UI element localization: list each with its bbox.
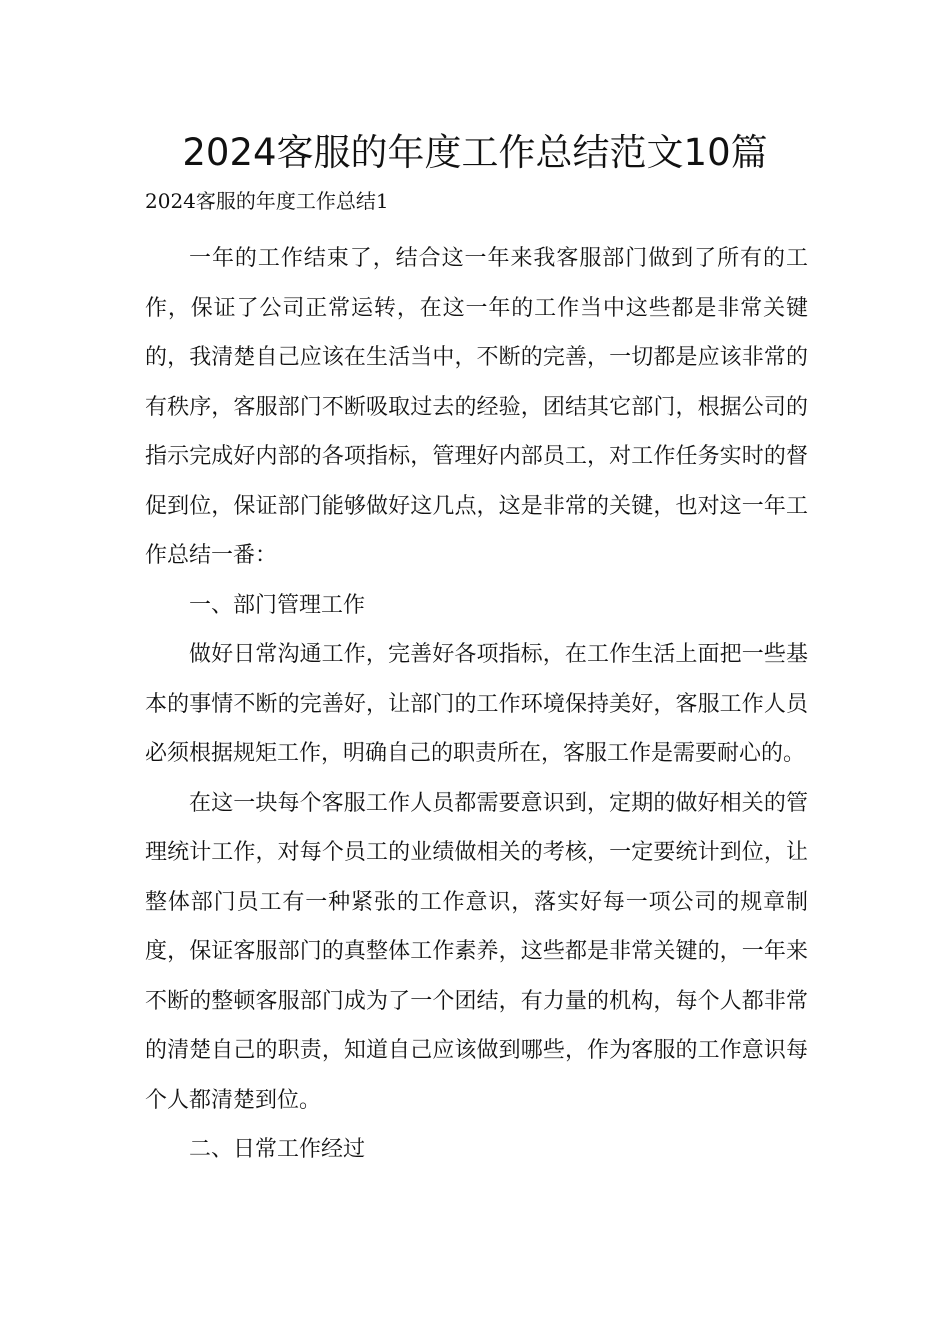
- section-heading-department-management: 一、部门管理工作: [189, 592, 366, 618]
- paragraph-intro: 一年的工作结束了，结合这一年来我客服部门做到了所有的工作，保证了公司正常运转，在这一年的工作当中这些都是非常关键的，我清楚自己应该在生活当中，不断的完善，一切都是应该非常的有秩序，客服部门不断吸取过去的经验，团结其它部门，根据公司的指示完成好内部的各项指标，管理好内部员工，对工作任务实时的督促到位，保证部门能够做好这几点，这是非常的关键，也对这一年工作总结一番：: [145, 246, 808, 568]
- document-subtitle: 2024客服的年度工作总结1: [145, 189, 389, 213]
- document-body: [145, 234, 808, 1175]
- paragraph-statistics: 在这一块每个客服工作人员都需要意识到，定期的做好相关的管理统计工作，对每个员工的业绩做相关的考核，一定要统计到位，让整体部门员工有一种紧张的工作意识，落实好每一项公司的规章制度，保证客服部门的真整体工作素养，这些都是非常关键的，一年来不断的整顿客服部门成为了一个团结，有力量的机构，每个人都非常的清楚自己的职责，知道自己应该做到哪些，作为客服的工作意识每个人都清楚到位。: [145, 790, 808, 1113]
- section-heading-daily-work: 二、日常工作经过: [189, 1137, 366, 1162]
- paragraph-communication: 做好日常沟通工作，完善好各项指标，在工作生活上面把一些基本的事情不断的完善好，让部门的工作环境保持美好，客服工作人员必须根据规矩工作，明确自己的职责所在，客服工作是需要耐心的。: [145, 642, 808, 766]
- document-title: 2024客服的年度工作总结范文10篇: [182, 131, 768, 174]
